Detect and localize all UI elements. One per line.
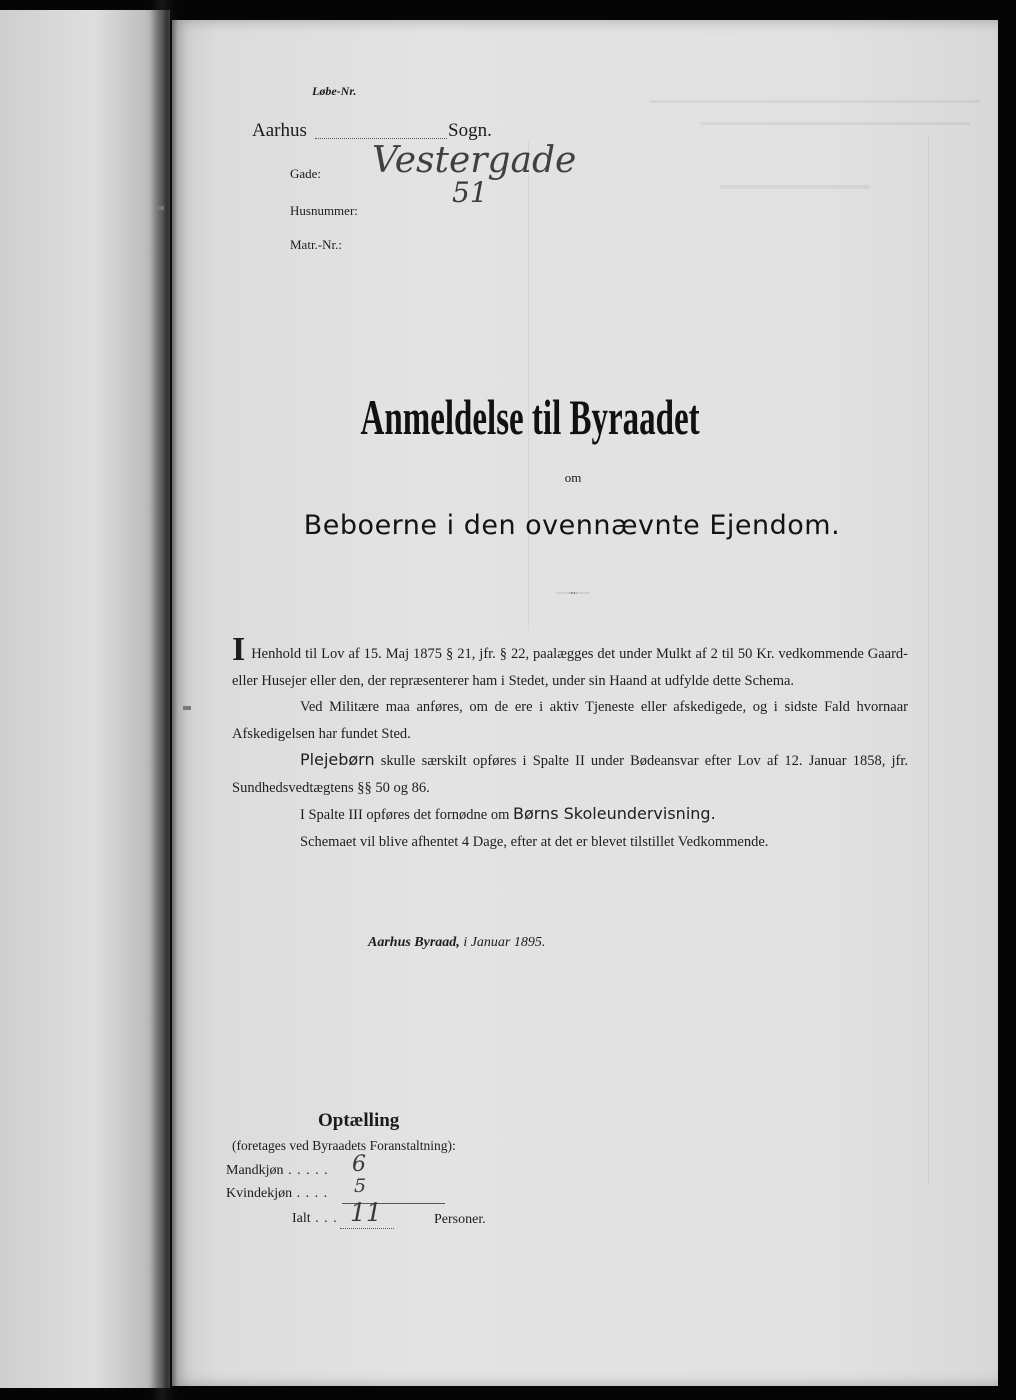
- drop-cap: I: [232, 631, 246, 668]
- skoleundervisning-heading: Børns Skoleundervisning.: [513, 804, 716, 823]
- husnummer-label: Husnummer:: [290, 203, 358, 218]
- husnummer-handwritten-value: 51: [452, 176, 488, 209]
- paragraph-1-text: Henhold til Lov af 15. Maj 1875 § 21, jfr. § 22, paalægges det under Mulkt af 2 til 50 Kr. vedkommende Gaard- eller Husejer eller den, der repræsenterer ham i Stedet, under sin Haand at udfylde dette Schema.: [232, 646, 909, 689]
- count-row-female: Kvindekjøn . . . .: [226, 1186, 329, 1201]
- issuer-name: Aarhus Byraad,: [368, 935, 460, 950]
- count-row-total: Ialt . . .: [292, 1211, 338, 1226]
- paragraph-5: Schemaet vil blive afhentet 4 Dage, efter at det er blevet tilstillet Vedkommende.: [300, 833, 769, 850]
- loebe-nr-label: Løbe-Nr.: [312, 84, 357, 98]
- document-subtitle: Beboerne i den ovennævnte Ejendom.: [303, 510, 841, 541]
- bleed-through: [528, 140, 529, 630]
- instructions-text: [232, 631, 909, 855]
- book-binding: [150, 0, 178, 1400]
- count-row-male: Mandkjøn . . . . .: [226, 1163, 329, 1178]
- paragraph-1: [232, 631, 909, 694]
- bleed-through: [928, 135, 929, 1185]
- male-label: Mandkjøn: [226, 1163, 284, 1178]
- count-subtitle: (foretages ved Byraadets Foranstaltning):: [232, 1138, 456, 1153]
- bleed-through: [650, 100, 980, 103]
- paragraph-3: [232, 747, 908, 801]
- count-title: Optælling: [318, 1110, 400, 1131]
- staple-top: [156, 206, 164, 210]
- gade-handwritten-value: Vestergade: [372, 140, 577, 181]
- personer-label: Personer.: [434, 1212, 486, 1227]
- staple-bottom: [183, 706, 191, 710]
- sogn-field-line: [315, 138, 447, 139]
- document-title: Anmeldelse til Byraadet: [360, 389, 700, 445]
- gade-label: Gade:: [290, 166, 322, 181]
- issue-date: i Januar 1895.: [459, 935, 546, 950]
- plejeborn-heading: Plejebørn: [300, 750, 375, 769]
- paragraph-3-text: skulle særskilt opføres i Spalte II under Bødeansvar efter Lov af 12. Januar 1858, jfr. Sundhedsvedtægtens §§ 50 og 86.: [232, 753, 908, 796]
- left-page: [0, 10, 170, 1388]
- paragraph-2: Ved Militære maa anføres, om de ere i aktiv Tjeneste eller afskedigede, og i sidste Fald hvornaar Afskedigelsen har fundet Sted.: [232, 699, 908, 742]
- bleed-through: [720, 185, 870, 189]
- female-count-handwritten: 5: [354, 1175, 367, 1197]
- total-label: Ialt: [292, 1211, 311, 1226]
- male-count-handwritten: 6: [352, 1152, 366, 1177]
- sogn-label: Sogn.: [448, 120, 492, 141]
- female-label: Kvindekjøn: [226, 1186, 293, 1201]
- issuer-signature-line: [368, 935, 545, 951]
- ornament-divider: [506, 592, 640, 594]
- paragraph-4: [232, 801, 908, 829]
- total-count-handwritten: 11: [350, 1198, 382, 1227]
- aarhus-label: Aarhus: [252, 120, 307, 141]
- bleed-through: [700, 122, 970, 125]
- total-field-line: [340, 1228, 394, 1229]
- matr-nr-label: Matr.-Nr.:: [290, 237, 342, 252]
- title-connector: om: [564, 470, 582, 485]
- paragraph-4-text: I Spalte III opføres det fornødne om: [300, 807, 514, 823]
